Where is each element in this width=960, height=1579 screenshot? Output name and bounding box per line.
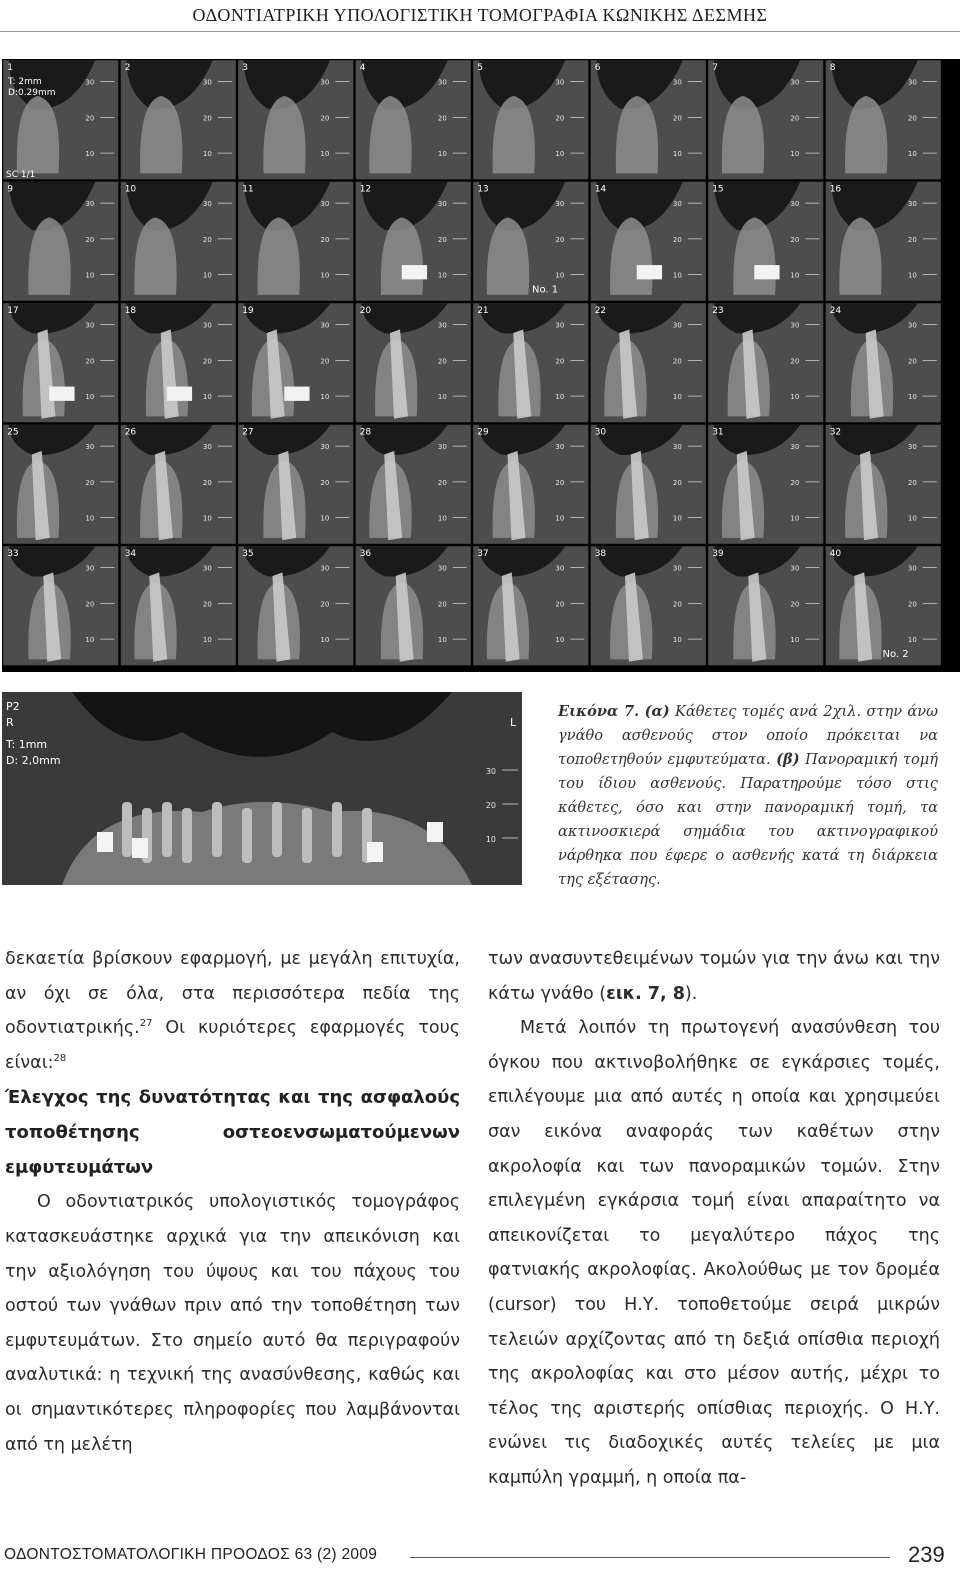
radiopaque-marker <box>402 265 427 279</box>
ct-slice <box>238 425 353 544</box>
slice-number: 38 <box>594 549 607 560</box>
scale-label: 30 <box>202 321 212 330</box>
scale-label: 10 <box>555 636 565 645</box>
scale-label: 10 <box>790 393 800 402</box>
scale-label: 10 <box>85 514 95 523</box>
ct-slice <box>473 182 588 301</box>
ct-slice <box>826 546 941 665</box>
scale-label: 30 <box>790 443 800 452</box>
scale-label: 10 <box>907 393 917 402</box>
scale-label: 30 <box>320 321 330 330</box>
scale-label: 20 <box>672 600 682 609</box>
slice-number: 31 <box>712 427 724 438</box>
scale-label: 20 <box>320 235 330 244</box>
ct-slice <box>591 546 706 665</box>
slice-number: 40 <box>829 549 842 560</box>
ct-slice <box>826 182 941 301</box>
scale-label: 20 <box>437 600 447 609</box>
tooth <box>272 802 282 857</box>
ct-slice <box>238 182 353 301</box>
slice-number: 37 <box>477 549 489 560</box>
ct-slice <box>238 303 353 422</box>
footer-journal: ΟΔΟΝΤΟΣΤΟΜΑΤΟΛΟΓΙΚΗ ΠΡΟΟΔΟΣ 63 (2) 2009 <box>4 1546 378 1563</box>
scale-label: 30 <box>790 564 800 573</box>
side-right: R <box>6 716 14 729</box>
ct-slice <box>3 546 118 665</box>
ct-slice <box>238 60 353 179</box>
radiopaque-marker <box>284 387 309 401</box>
ct-slice <box>708 60 823 179</box>
scale-label: 30 <box>202 564 212 573</box>
scale-label: 20 <box>320 114 330 123</box>
slice-number: 32 <box>829 427 842 438</box>
scale-label: 30 <box>437 78 447 87</box>
ct-slice <box>3 303 118 422</box>
ct-slice <box>473 303 588 422</box>
slice-number: 6 <box>594 63 601 74</box>
scale-label: 20 <box>672 357 682 366</box>
ct-slice <box>356 425 471 544</box>
scale-label: 30 <box>907 200 917 209</box>
scale-label: 20 <box>790 357 800 366</box>
scale-label: 20 <box>555 600 565 609</box>
slice-number: 9 <box>7 184 13 195</box>
ct-slice <box>826 303 941 422</box>
scale-label: 30 <box>555 443 565 452</box>
scale-label: 10 <box>485 835 496 844</box>
scale-label: 20 <box>85 600 95 609</box>
ct-slice <box>591 182 706 301</box>
tooth <box>182 808 192 863</box>
slice-number: 7 <box>712 63 718 74</box>
scale-label: 10 <box>437 150 447 159</box>
thickness-label: T: 1mm <box>6 738 48 751</box>
scale-label: 30 <box>320 564 330 573</box>
scale-label: 30 <box>437 564 447 573</box>
slice-number: 30 <box>594 427 607 438</box>
ct-slice <box>356 303 471 422</box>
scale-label: 30 <box>437 200 447 209</box>
ct-slice <box>826 60 941 179</box>
scale-label: 30 <box>320 200 330 209</box>
slice-number: 11 <box>242 184 254 195</box>
scale-label: 20 <box>85 478 95 487</box>
scale-label: 30 <box>672 443 682 452</box>
scale-label: 30 <box>202 200 212 209</box>
marker-label-2: No. 2 <box>882 649 909 660</box>
scale-label: 20 <box>555 114 565 123</box>
scale-label: 20 <box>437 114 447 123</box>
ct-slice <box>238 546 353 665</box>
tooth <box>162 802 172 857</box>
radiopaque-marker <box>367 842 383 862</box>
scale-label: 10 <box>202 150 212 159</box>
left-para1-text-b: Οι κυριότερες εφαρμογές τους είναι: <box>5 1018 460 1073</box>
scale-label: 10 <box>672 393 682 402</box>
scale-label: 10 <box>320 150 330 159</box>
section-subheading: Έλεγχος της δυνατότητας και της ασφαλούς τοποθέτησης οστεοενσωματούμενων εμφυτευμάτων <box>5 1087 460 1179</box>
scale-label: 10 <box>85 271 95 280</box>
slice-number: 20 <box>359 306 372 317</box>
tooth <box>242 808 252 863</box>
ct-slice <box>708 425 823 544</box>
slice-number: 21 <box>477 306 489 317</box>
radiopaque-marker <box>132 838 148 858</box>
ct-slice <box>356 546 471 665</box>
slice-number: 33 <box>7 549 19 560</box>
slice-number: 5 <box>477 63 483 74</box>
scale-label: 20 <box>790 478 800 487</box>
ct-slice <box>356 182 471 301</box>
slice-number: 23 <box>712 306 724 317</box>
figure-reference: εικ. 7, 8 <box>606 983 685 1004</box>
scale-label: 20 <box>790 235 800 244</box>
scale-label: 20 <box>202 235 212 244</box>
footer-rule <box>410 1557 890 1558</box>
slice-number: 22 <box>594 306 607 317</box>
scale-label: 10 <box>790 271 800 280</box>
ct-slice <box>473 546 588 665</box>
scale-label: 30 <box>202 443 212 452</box>
scale-label: 20 <box>85 357 95 366</box>
right-paragraph-1 <box>488 942 940 1011</box>
figure-caption <box>558 700 938 892</box>
slice-number: 28 <box>359 427 372 438</box>
scale-label: 10 <box>907 271 917 280</box>
slice-number: 36 <box>359 549 372 560</box>
scale-label: 30 <box>672 200 682 209</box>
scale-label: 10 <box>907 636 917 645</box>
scale-label: 10 <box>202 393 212 402</box>
right-column <box>488 942 940 1496</box>
reference-27: 27 <box>139 1018 153 1030</box>
scale-label: 10 <box>85 636 95 645</box>
scale-label: 10 <box>437 271 447 280</box>
scale-label: 10 <box>437 636 447 645</box>
panel-label: P2 <box>6 700 20 713</box>
slice-number: 24 <box>829 306 842 317</box>
ct-slice <box>591 303 706 422</box>
page-number: 239 <box>908 1542 945 1567</box>
ct-slice <box>591 425 706 544</box>
scale-label: 30 <box>672 564 682 573</box>
slice-number: 17 <box>7 306 19 317</box>
radiopaque-marker <box>427 822 443 842</box>
caption-part-b-text: Πανοραμική τομή του ίδιου ασθενούς. Παρατηρούμε τόσο στις κάθετες, όσο και στην πανοραμική τομή, τα ακτινοσκιερά σημάδια του ακτινογραφικού νάρθηκα που έφερε ο ασθενής κατά τη διάρκεια της εξέτασης. <box>558 751 938 888</box>
scale-label: 10 <box>790 514 800 523</box>
scale-label: 20 <box>437 357 447 366</box>
scale-label: 20 <box>555 357 565 366</box>
caption-part-a-text: Κάθετες τομές ανά 2χιλ. στην άνω γνάθο ασθενούς στον οποίο πρόκειται να τοποθετηθούν εμφυτεύματα. <box>558 703 939 768</box>
scale-label: 30 <box>907 78 917 87</box>
slice-number: 8 <box>829 63 836 74</box>
scale-label: 10 <box>907 150 917 159</box>
scale-label: 20 <box>672 478 682 487</box>
running-header <box>0 0 960 42</box>
scale-label: 20 <box>672 114 682 123</box>
scale-label: 20 <box>85 114 95 123</box>
slice-number: 10 <box>124 184 137 195</box>
left-column <box>5 942 460 1462</box>
scale-label: 20 <box>202 357 212 366</box>
figure-7a-ct-grid <box>2 59 960 672</box>
scale-label: 20 <box>437 478 447 487</box>
scale-label: 30 <box>907 443 917 452</box>
caption-label: Εικόνα 7. <box>558 703 640 720</box>
scale-label: 10 <box>790 150 800 159</box>
scale-label: 10 <box>672 271 682 280</box>
scale-label: 30 <box>907 564 917 573</box>
left-paragraph-1 <box>5 942 460 1080</box>
scale-label: 10 <box>437 393 447 402</box>
slice-number: 19 <box>242 306 254 317</box>
scale-label: 30 <box>85 443 95 452</box>
ct-slice <box>708 182 823 301</box>
left-paragraph-2: Ο οδοντιατρικός υπολογιστικός τομογράφος κατασκευάστηκε αρχικά για την απεικόνιση και την αξιολόγηση του ύψους και του πάχους του οστού των γνάθων πριν από την τοποθέτηση των εμφυτευμάτων. Στο σημείο αυτό θα περιγραφούν αναλυτικά: η τεχνική της ανασύνθεσης, καθώς και οι σημαντικότερες πληροφορίες που λαμβάνονται από τη μελέτη <box>5 1192 460 1455</box>
ct-slice <box>3 182 118 301</box>
scale-label: 10 <box>907 514 917 523</box>
scale-label: 20 <box>790 114 800 123</box>
scale-label: 10 <box>320 636 330 645</box>
scale-label: 20 <box>202 478 212 487</box>
slice-number: 14 <box>594 184 607 195</box>
scale-label: 20 <box>907 357 917 366</box>
ct-slice <box>121 546 236 665</box>
radiopaque-marker <box>637 265 662 279</box>
scale-label: 20 <box>790 600 800 609</box>
scale-label: 30 <box>555 78 565 87</box>
running-title: ΟΔΟΝΤΙΑΤΡΙΚΗ ΥΠΟΛΟΓΙΣΤΙΚΗ ΤΟΜΟΓΡΑΦΙΑ ΚΩΝΙΚΗΣ ΔΕΣΜΗΣ <box>192 5 768 25</box>
scale-label: 10 <box>202 271 212 280</box>
radiopaque-marker <box>97 832 113 852</box>
scale-label: 10 <box>555 271 565 280</box>
scale-label: 20 <box>202 114 212 123</box>
scale-label: 30 <box>555 200 565 209</box>
scale-label: 30 <box>790 321 800 330</box>
scale-label: 10 <box>85 393 95 402</box>
scale-label: 20 <box>555 235 565 244</box>
ct-slice <box>121 425 236 544</box>
slice-number: 15 <box>712 184 724 195</box>
side-left: L <box>510 716 517 729</box>
slice-number: 12 <box>359 184 372 195</box>
scale-label: 30 <box>437 321 447 330</box>
scale-label: 10 <box>672 514 682 523</box>
scale-label: 10 <box>555 150 565 159</box>
radiopaque-marker <box>167 387 192 401</box>
scale-label: 10 <box>555 393 565 402</box>
left-para1-text-a: δεκαετία βρίσκουν εφαρμογή, με μεγάλη επιτυχία, αν όχι σε όλα, στα περισσότερα πεδία της οδοντιατρικής. <box>5 949 460 1039</box>
reference-28: 28 <box>53 1052 67 1064</box>
scale-label: 10 <box>437 514 447 523</box>
ct-slice <box>708 303 823 422</box>
ct-slice <box>473 425 588 544</box>
ct-slice <box>473 60 588 179</box>
slice-number: 13 <box>477 184 489 195</box>
slice-number: 3 <box>242 63 248 74</box>
tooth <box>302 808 312 863</box>
distance-label: D: 2,0mm <box>6 754 61 767</box>
ct-slice <box>3 425 118 544</box>
scale-label: 10 <box>320 393 330 402</box>
tooth <box>332 802 342 857</box>
overlay-distance: D:0.29mm <box>8 88 56 98</box>
slice-number: 27 <box>242 427 254 438</box>
slice-number: 34 <box>124 549 137 560</box>
scale-label: 20 <box>907 235 917 244</box>
ct-slice <box>121 60 236 179</box>
caption-part-b-label: (β) <box>776 751 800 768</box>
scale-label: 10 <box>202 514 212 523</box>
scale-label: 20 <box>85 235 95 244</box>
scale-label: 30 <box>790 78 800 87</box>
header-rule <box>0 31 960 32</box>
scale-label: 20 <box>907 114 917 123</box>
tooth <box>212 802 222 857</box>
figure-7b-panoramic <box>2 692 522 885</box>
scale-label: 10 <box>202 636 212 645</box>
scale-label: 20 <box>555 478 565 487</box>
scale-label: 20 <box>672 235 682 244</box>
slice-number: 35 <box>242 549 254 560</box>
slice-number: 1 <box>7 63 13 74</box>
scale-label: 30 <box>85 200 95 209</box>
scale-label: 30 <box>672 78 682 87</box>
scale-label: 20 <box>320 357 330 366</box>
scale-label: 30 <box>907 321 917 330</box>
scale-label: 20 <box>437 235 447 244</box>
ct-slice <box>121 303 236 422</box>
scale-label: 30 <box>555 321 565 330</box>
scale-label: 30 <box>85 321 95 330</box>
scale-label: 20 <box>320 600 330 609</box>
scale-label: 20 <box>202 600 212 609</box>
slice-number: 25 <box>7 427 19 438</box>
overlay-thickness: T: 2mm <box>8 77 42 87</box>
scale-label: 30 <box>320 443 330 452</box>
overlay-scale: SC 1/1 <box>6 170 36 180</box>
radiopaque-marker <box>754 265 779 279</box>
slice-number: 16 <box>829 184 842 195</box>
scale-label: 30 <box>202 78 212 87</box>
scale-label: 20 <box>485 801 496 810</box>
scale-label: 10 <box>672 636 682 645</box>
scale-label: 30 <box>672 321 682 330</box>
ct-slice <box>121 182 236 301</box>
slice-number: 4 <box>359 63 366 74</box>
ct-slice <box>591 60 706 179</box>
slice-number: 2 <box>124 63 131 74</box>
scale-label: 10 <box>555 514 565 523</box>
tooth <box>122 802 132 857</box>
ct-slice <box>826 425 941 544</box>
scale-label: 30 <box>437 443 447 452</box>
ct-slice <box>356 60 471 179</box>
scale-label: 20 <box>320 478 330 487</box>
scale-label: 10 <box>320 514 330 523</box>
scale-label: 10 <box>320 271 330 280</box>
scale-label: 20 <box>907 600 917 609</box>
scale-label: 30 <box>85 78 95 87</box>
ct-slice <box>708 546 823 665</box>
slice-number: 29 <box>477 427 489 438</box>
scale-label: 10 <box>672 150 682 159</box>
slice-number: 39 <box>712 549 724 560</box>
marker-label-1: No. 1 <box>532 284 559 296</box>
right-para1-text-a: των ανασυντεθειμένων τομών για την άνω και την κάτω γνάθο ( <box>488 949 940 1004</box>
slice-number: 18 <box>124 306 137 317</box>
scale-label: 10 <box>85 150 95 159</box>
right-paragraph-2: Μετά λοιπόν τη πρωτογενή ανασύνθεση του όγκου που ακτινοβολήθηκε σε εγκάρσιες τομές, επιλέγουμε μια από αυτές η οποία και χρησιμεύει σαν εικόνα αναφοράς των καθέτων στην ακρολοφία και των πανοραμικών τομών. Στην επιλεγμένη εγκάρσια τομή είναι απαραίτητο να απεικονίζεται το μεγαλύτερο πάχος της φατνιακής ακρολοφίας. Ακολούθως με τον δρομέα (cursor) του Η.Υ. τοποθετούμε σειρά μικρών τελειών αρχίζοντας από τη δεξιά οπίσθια περιοχή της ακρολοφίας και στο μέσον αυτής, μέχρι το τέλος της αριστερής οπίσθιας περιοχής. Ο Η.Υ. ενώνει τις διαδοχικές αυτές τελείες με μια καμπύλη γραμμή, η οποία πα- <box>488 1018 940 1488</box>
scale-label: 30 <box>555 564 565 573</box>
radiopaque-marker <box>49 387 74 401</box>
caption-part-a-label: (α) <box>644 703 670 720</box>
slice-number: 26 <box>124 427 137 438</box>
scale-label: 10 <box>790 636 800 645</box>
scale-label: 30 <box>320 78 330 87</box>
scale-label: 30 <box>85 564 95 573</box>
scale-label: 30 <box>485 767 496 776</box>
scale-label: 30 <box>790 200 800 209</box>
scale-label: 20 <box>907 478 917 487</box>
right-para1-text-b: ). <box>684 983 698 1004</box>
